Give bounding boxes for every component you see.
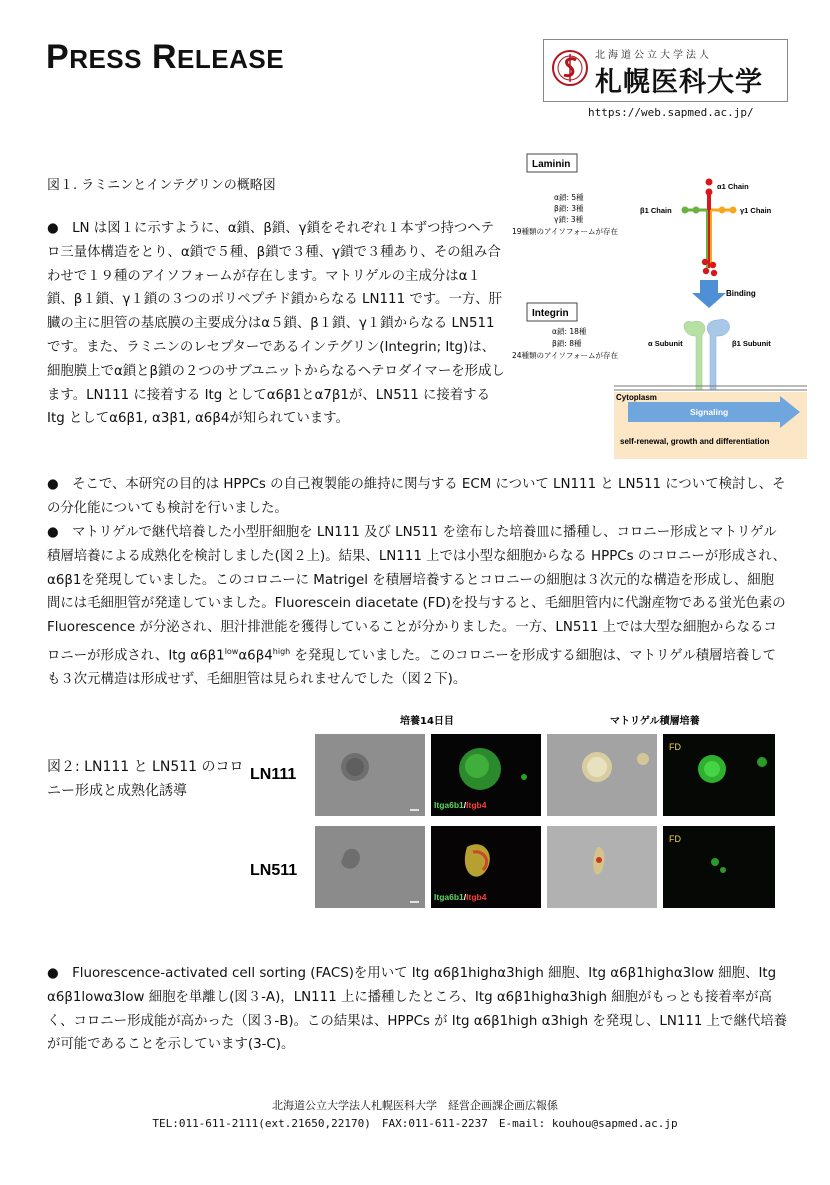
paragraph-facs: ● Fluorescence-activated cell sorting (FACS)を用いて Itg α6β1highα3high 細胞、Itg α6β1highα3low 細胞、Itg α6β1lowα3low 細胞を単離し(図３-A)，LN111 上に播種したところ、Itg α6β1highα3high 細胞がもっとも接着率が高く、コロニー形成能が高かった（図３-B)。この結果は、HPPCs が Itg α6β1high α3high を発現し、LN111 上で継代培養が可能であることを示しています(3-C)。: [47, 966, 787, 1053]
alpha-subunit-label: α Subunit: [648, 339, 683, 348]
outcome-label: self-renewal, growth and differentiation: [620, 437, 770, 446]
figure2-caption: 図２: LN111 と LN511 のコロニー形成と成熟化誘導: [47, 759, 244, 799]
ln511-phase-contrast-image: [315, 826, 425, 908]
fig2-row-label-ln511: LN511: [250, 862, 298, 879]
alpha1-chain-label: α1 Chain: [717, 182, 749, 191]
title-word: RESS: [69, 44, 142, 74]
integrin-isoforms: 24種類のアイソフォームが存在: [512, 351, 618, 360]
signaling-label: Signaling: [690, 407, 729, 417]
gamma1-chain-label: γ1 Chain: [740, 206, 772, 215]
logo-subtitle: 北海道公立大学法人: [595, 50, 712, 61]
title-letter: P: [46, 38, 70, 76]
paragraph-laminin-integrin: ● LN は図１に示すように、α鎖、β鎖、γ鎖をそれぞれ１本ずつ持つヘテロ三量体構造をとり、α鎖で５種、β鎖で３種、γ鎖で３種あり、その組み合わせで１９種のアイソフォームが存在します。マトリゲルの主成分はα１鎖、β１鎖、γ１鎖の３つのポリペプチド鎖からなる LN111 です。一方、肝臓の主に胆管の基底膜の主要成分はα５鎖、β１鎖、γ１鎖からなる LN511 です。また、ラミニンのレセプターであるインテグリン(Integrin; Itg)は、細胞膜上でα鎖とβ鎖の２つのサブユニットからなるヘテロダイマーを形成します。LN111 に接着する Itg としてα6β1とα7β1が、LN511 に接着する Itg としてα6β1, α3β1, α6β4が知られています。: [47, 221, 505, 427]
integrin-alpha-count: α鎖: 18種: [552, 327, 587, 336]
title-letter: R: [151, 38, 178, 76]
title-word: ELEASE: [177, 44, 285, 74]
press-release-title: [46, 38, 284, 77]
laminin-alpha-count: α鎖: 5種: [554, 193, 584, 202]
footer-organization: 北海道公立大学法人札幌医科大学 経営企画課企画広報係: [272, 1099, 558, 1112]
laminin-beta-count: β鎖: 3種: [554, 204, 584, 213]
laminin-integrin-diagram: [510, 150, 807, 459]
results-text-part2: α6β4: [238, 648, 273, 664]
ln111-fd-label: FD: [669, 742, 681, 752]
figure1-caption: 図１. ラミニンとインテグリンの概略図: [47, 178, 276, 193]
ln511-fd-label: FD: [669, 834, 681, 844]
university-seal-icon: [551, 44, 589, 94]
results-text-part3: を発現していました。このコロニーを形成する細胞は、マトリゲル積層培養しても３次元構造は形成せず、毛細胆管は見られませんでした（図２下)。: [47, 648, 777, 688]
figure2-microscopy-panels: [245, 712, 785, 914]
ln511-stain-label: Itga6b1/Itgb4: [434, 892, 487, 902]
laminin-gamma-count: γ鎖: 3種: [554, 215, 584, 224]
ln111-stain-label: Itga6b1/Itgb4: [434, 800, 487, 810]
laminin-title: Laminin: [532, 159, 571, 170]
binding-label: Binding: [726, 289, 756, 298]
website-link[interactable]: https://web.sapmed.ac.jp/: [588, 106, 754, 119]
ln111-phase-contrast-image: [315, 734, 425, 816]
fig2-row-label-ln111: LN111: [250, 766, 297, 783]
results-text-part1: ● マトリゲルで継代培養した小型肝細胞を LN111 及び LN511 を塗布した培養皿に播種し、コロニー形成とマトリゲル積層培養による成熟化を検討しました(図２上)。結果、LN111 上では小型な細胞からなる HPPCs のコロニーが形成され、α6β1を発現していました。このコロニーに Matrigel を積層培養するとコロニーの細胞は３次元的な構造を形成し、細胞間には毛細胆管が発達していました。Fluorescein diacetate (FD)を投与すると、毛細胆管内に代謝産物である蛍光色素の Fluorescence が分泌され、胆汁排泄能を獲得していることが分かりました。一方、LN511 上では大型な細胞からなるコロニーが形成され、Itg α6β1: [47, 525, 786, 664]
integrin-beta-count: β鎖: 8種: [552, 339, 582, 348]
paragraph-results: [47, 521, 787, 692]
logo-name: 札幌医科大学: [595, 67, 763, 98]
beta1-subunit-label: β1 Subunit: [732, 339, 771, 348]
integrin-title: Integrin: [532, 308, 569, 319]
paragraph-purpose: ● そこで、本研究の目的は HPPCs の自己複製能の維持に関与する ECM について LN111 と LN511 について検討し、その分化能についても検討を行いました。: [47, 477, 786, 516]
beta1-chain-label: β1 Chain: [640, 206, 672, 215]
laminin-isoforms: 19種類のアイソフォームが存在: [512, 227, 618, 236]
footer-contact: TEL:011-611-2111(ext.21650,22170) FAX:011-611-2237 E-mail: kouhou@sapmed.ac.jp: [152, 1117, 678, 1130]
fig2-header-culture-day14: 培養14日目: [400, 716, 454, 727]
superscript-low: low: [224, 646, 239, 656]
fig2-header-matrigel: マトリゲル積層培養: [610, 716, 700, 727]
superscript-high: high: [272, 646, 291, 656]
cytoplasm-label: Cytoplasm: [616, 393, 657, 402]
